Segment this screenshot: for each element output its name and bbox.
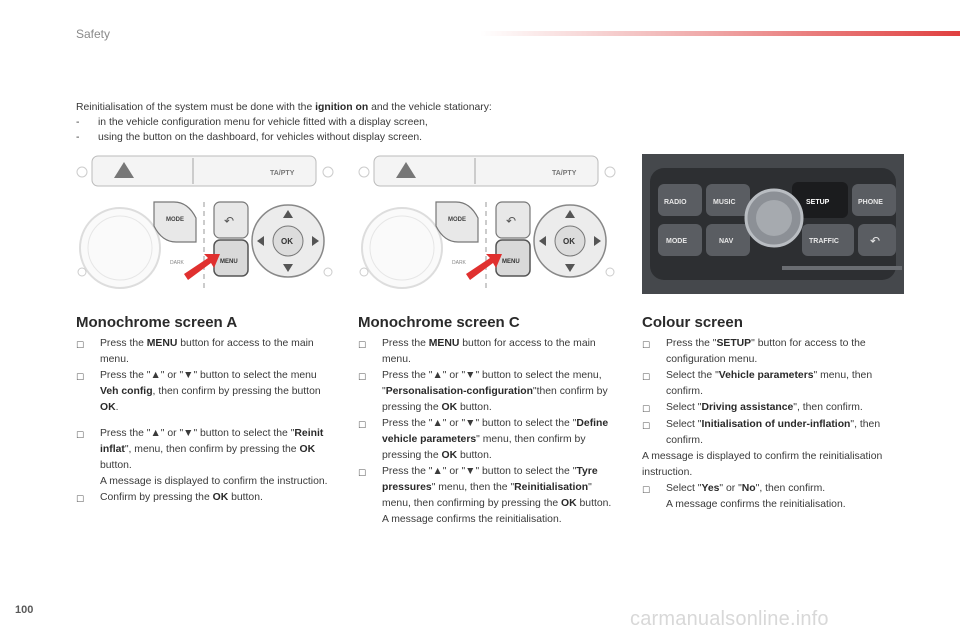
- colour-panel-photo: [642, 154, 904, 294]
- intro-bullet: - in the vehicle configuration menu for vehicle fitted with a display screen,: [76, 117, 428, 128]
- menu-button: [214, 240, 248, 276]
- phone-label: PHONE: [858, 199, 883, 206]
- intro-text: [76, 100, 636, 145]
- column-monochrome-a: [76, 336, 338, 507]
- checkbox-icon: ☐: [358, 468, 367, 478]
- up-arrow-icon: ▲: [432, 418, 443, 429]
- step-item: ☐ Press the "▲" or "▼" button to select the "Reinit inflat", menu, then confirm by pressing the OK button. A message is displayed to confirm the instruction.: [76, 426, 338, 490]
- checkbox-icon: ☐: [76, 372, 85, 382]
- down-arrow-icon: ▼: [465, 418, 476, 429]
- column-colour: [642, 336, 904, 513]
- checkbox-icon: ☐: [642, 404, 651, 414]
- mode-label: MODE: [666, 238, 687, 245]
- step-item: ☐ Confirm by pressing the OK button.: [76, 490, 338, 507]
- checkbox-icon: ☐: [642, 485, 651, 495]
- mode-label: MODE: [166, 217, 184, 223]
- column-monochrome-c: [358, 336, 620, 528]
- intro-bullet: - using the button on the dashboard, for vehicles without display screen.: [76, 132, 423, 143]
- menu-button: [496, 240, 530, 276]
- page-number: 100: [15, 604, 34, 616]
- checkbox-icon: ☐: [76, 494, 85, 504]
- step-item: ☐ Select "Initialisation of under-inflation", then confirm.: [642, 417, 904, 449]
- step-item: ☐ Press the MENU button for access to the main menu.: [358, 336, 620, 368]
- step-item: ☐ Press the MENU button for access to the main menu.: [76, 336, 338, 368]
- up-arrow-icon: ▲: [432, 370, 443, 381]
- column-title-monochrome-c: Monochrome screen C: [358, 314, 520, 331]
- section-label: Safety: [76, 27, 111, 41]
- ta-pty-label: TA/PTY: [552, 170, 577, 177]
- ta-pty-label: TA/PTY: [270, 170, 295, 177]
- checkbox-icon: ☐: [642, 421, 651, 431]
- step-item: ☐ Press the "▲" or "▼" button to select the menu Veh config, then confirm by pressing the button OK.: [76, 368, 338, 416]
- dark-label: DARK: [170, 260, 184, 266]
- radio-label: RADIO: [664, 199, 687, 206]
- checkbox-icon: ☐: [76, 340, 85, 350]
- watermark: carmanualsonline.info: [630, 608, 829, 630]
- down-arrow-icon: ▼: [465, 370, 476, 381]
- panel-illustration-a: [74, 152, 336, 296]
- menu-label: MENU: [502, 259, 520, 265]
- checkbox-icon: ☐: [642, 372, 651, 382]
- up-arrow-icon: ▲: [150, 428, 161, 439]
- step-item: ☐ Select the "Vehicle parameters" menu, then confirm.: [642, 368, 904, 400]
- nav-label: NAV: [719, 238, 734, 245]
- music-label: MUSIC: [713, 199, 736, 206]
- mode-label: MODE: [448, 217, 466, 223]
- ok-label: OK: [563, 237, 575, 246]
- step-item: ☐ Press the "SETUP" button for access to the configuration menu.: [642, 336, 904, 368]
- back-icon: ↶: [506, 214, 517, 228]
- up-arrow-icon: ▲: [432, 466, 443, 477]
- intro-line: Reinitialisation of the system must be done with the ignition on and the vehicle stationary:: [76, 102, 492, 113]
- traffic-label: TRAFFIC: [809, 238, 839, 245]
- checkbox-icon: ☐: [358, 372, 367, 382]
- column-title-monochrome-a: Monochrome screen A: [76, 314, 238, 331]
- back-icon: ↶: [870, 234, 881, 248]
- panel-illustration-c: [356, 152, 618, 296]
- down-arrow-icon: ▼: [465, 466, 476, 477]
- dark-label: DARK: [452, 260, 466, 266]
- step-item: ☐ Press the "▲" or "▼" button to select the menu, "Personalisation-configuration"then confirm by pressing the OK button.: [358, 368, 620, 416]
- message-text: A message is displayed to confirm the reinitialisation instruction.: [642, 451, 883, 478]
- step-item: ☐ Select "Yes" or "No", then confirm. A message confirms the reinitialisation.: [642, 481, 904, 513]
- back-icon: ↶: [224, 214, 235, 228]
- setup-label: SETUP: [806, 199, 830, 206]
- menu-label: MENU: [220, 259, 238, 265]
- ok-label: OK: [281, 237, 293, 246]
- column-title-colour: Colour screen: [642, 314, 743, 331]
- step-item: ☐ Select "Driving assistance", then confirm.: [642, 400, 904, 417]
- checkbox-icon: ☐: [358, 340, 367, 350]
- up-arrow-icon: ▲: [150, 370, 161, 381]
- down-arrow-icon: ▼: [183, 370, 194, 381]
- step-item: ☐ Press the "▲" or "▼" button to select the "Tyre pressures" menu, then the "Reinitialisation" menu, then confirming by pressing the OK button. A message confirms the reinitialisation.: [358, 464, 620, 528]
- step-item: ☐ Press the "▲" or "▼" button to select the "Define vehicle parameters" menu, then confirm by pressing the OK button.: [358, 416, 620, 464]
- checkbox-icon: ☐: [76, 430, 85, 440]
- down-arrow-icon: ▼: [183, 428, 194, 439]
- checkbox-icon: ☐: [358, 420, 367, 430]
- checkbox-icon: ☐: [642, 340, 651, 350]
- header-bar: [480, 31, 960, 36]
